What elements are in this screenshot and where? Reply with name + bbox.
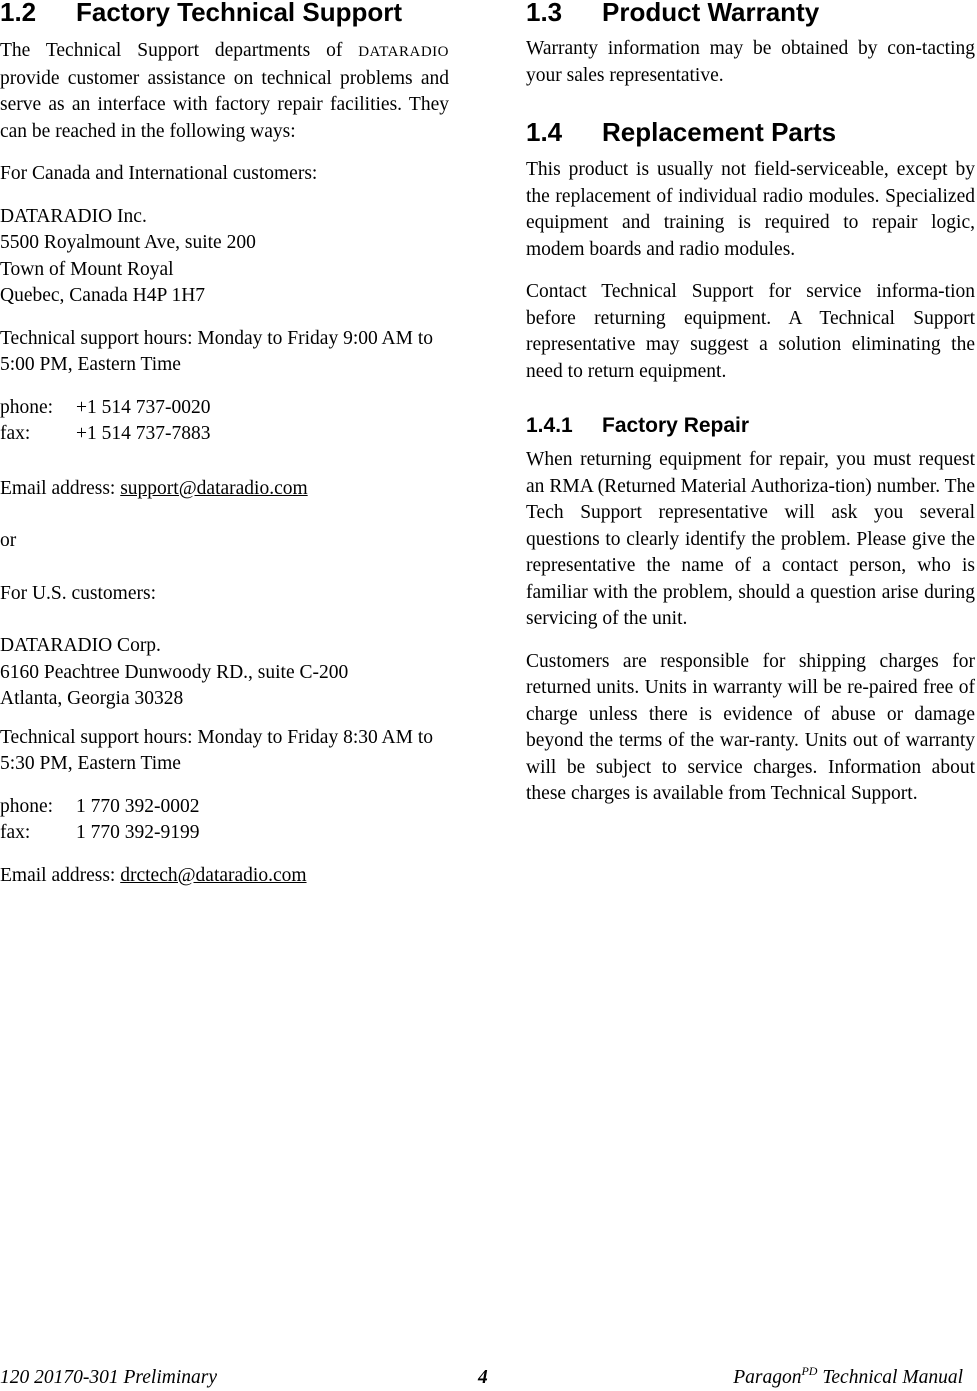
address-line: DATARADIO Inc. [0, 205, 147, 227]
canada-email-row [0, 476, 449, 503]
canada-fax-row [0, 421, 449, 448]
email-label: Email address: [0, 477, 116, 499]
manual-title [733, 1365, 963, 1391]
page-number: 4 [478, 1367, 488, 1388]
canada-contact-numbers [0, 395, 449, 448]
us-address [0, 633, 449, 713]
warranty-paragraph: Warranty information may be obtained by con-tacting your sales representative. [526, 38, 975, 86]
address-line: Town of Mount Royal [0, 258, 174, 280]
phone-label: phone: [0, 396, 54, 418]
subsection-heading-factory-repair [526, 413, 975, 439]
left-column [0, 0, 449, 889]
address-line: 6160 Peachtree Dunwoody RD., suite C-200 [0, 661, 349, 683]
email-label: Email address: [0, 864, 116, 886]
drctech-email-link[interactable]: drctech@dataradio.com [120, 864, 307, 886]
us-fax-row [0, 820, 449, 847]
product-name: Paragon [733, 1367, 802, 1388]
intro-text-start: The Technical Support departments of [0, 40, 343, 61]
phone-number: +1 514 737-0020 [76, 396, 211, 418]
section-number: 1.4 [526, 117, 563, 147]
brand-name: DATARADIO [358, 44, 449, 60]
document-id: 120 20170-301 Preliminary [0, 1367, 218, 1388]
canada-address [0, 204, 449, 310]
manual-label: Technical Manual [822, 1367, 963, 1388]
product-superscript: PD [801, 1364, 818, 1378]
section-title: Product Warranty [602, 0, 820, 27]
phone-number: 1 770 392-0002 [76, 795, 200, 817]
us-support-hours: Technical support hours: Monday to Friday 8:30 AM to 5:30 PM, Eastern Time [0, 726, 434, 774]
parts-paragraph-2: Contact Technical Support for service informa-tion before returning equipment. A Technical Support representative may suggest a solution eliminating the need to return equipment. [526, 281, 975, 382]
fax-number: +1 514 737-7883 [76, 423, 211, 444]
address-line: DATARADIO Corp. [0, 635, 161, 656]
support-intro-paragraph [0, 38, 449, 145]
section-heading-factory-support [0, 0, 449, 27]
us-customers-label: For U.S. customers: [0, 582, 156, 604]
section-number: 1.3 [526, 0, 563, 27]
address-line: Atlanta, Georgia 30328 [0, 688, 184, 709]
phone-label: phone: [0, 795, 54, 817]
support-email-link[interactable]: support@dataradio.com [120, 477, 308, 499]
canada-customers-label: For Canada and International customers: [0, 163, 318, 184]
fax-label: fax: [0, 822, 31, 843]
address-line: Quebec, Canada H4P 1H7 [0, 285, 206, 306]
fax-number: 1 770 392-9199 [76, 822, 200, 843]
section-title: Factory Technical Support [76, 0, 403, 27]
canada-phone-row [0, 395, 449, 422]
subsection-title: Factory Repair [602, 414, 750, 437]
address-line: 5500 Royalmount Ave, suite 200 [0, 232, 256, 253]
or-separator: or [0, 530, 17, 551]
right-column [526, 0, 975, 808]
us-phone-row [0, 794, 449, 821]
parts-paragraph-1: This product is usually not field-serviceable, except by the replacement of individual radio modules. Specialized equipment and training is required to repair logic, modem boards and radio modules. [526, 159, 975, 260]
section-number: 1.2 [0, 0, 37, 27]
us-email-row [0, 863, 449, 890]
section-title: Replacement Parts [602, 117, 837, 147]
intro-text-end: provide customer assistance on technical problems and serve as an interface with factory repair facilities. They can be reached in the following ways: [0, 67, 449, 142]
page-footer [0, 1365, 977, 1391]
section-heading-warranty [526, 0, 975, 27]
subsection-number: 1.4.1 [526, 414, 573, 437]
repair-paragraph-1: When returning equipment for repair, you must request an RMA (Returned Material Authoriza-tion) number. The Tech Support representative will ask you several questions to clearly identify the problem. Please give the representative the name of a contact person, who is familiar with the problem, should a question arise during servicing of the unit. [526, 449, 975, 629]
fax-label: fax: [0, 423, 31, 444]
us-contact-numbers [0, 794, 449, 847]
repair-paragraph-2: Customers are responsible for shipping charges for returned units. Units in warranty will be re-paired free of charge unless there is evidence of abuse or damage beyond the terms of the war-ranty. Units out of warranty will be subject to service charges. Information about these charges is available from Technical Support. [526, 650, 975, 804]
section-heading-replacement-parts [526, 117, 975, 147]
canada-support-hours: Technical support hours: Monday to Friday 9:00 AM to 5:00 PM, Eastern Time [0, 327, 434, 375]
